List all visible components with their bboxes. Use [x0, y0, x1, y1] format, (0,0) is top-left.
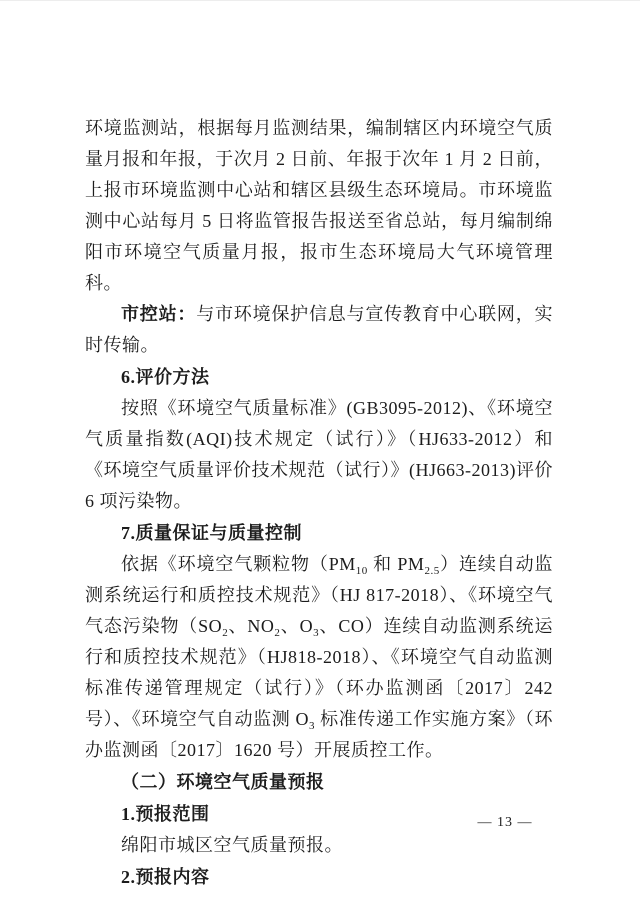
section-heading — [85, 862, 553, 893]
section-heading — [85, 518, 553, 549]
text-run: 、NO — [228, 616, 275, 636]
text-run: ）连续自动监测系统运行和质控技术规范》（HJ 817-2018）、《环境空气气态污染物（SO — [85, 554, 554, 636]
section-heading — [85, 767, 553, 798]
text-run: 绵阳市城区空气质量预报。 — [121, 835, 343, 855]
text-run: 、CO）连续自动监测系统运行和质控技术规范》（HJ818-2018）、《环境空气自动监测标准传递管理规定（试行）》（环办监测函〔2017〕242 号）、《环境空气自动监测 O — [85, 616, 554, 729]
document-body — [85, 113, 553, 893]
bold-text: （二）环境空气质量预报 — [121, 772, 325, 792]
page-number: — 13 — — [477, 815, 533, 830]
paragraph — [85, 549, 553, 766]
bold-text: 2.预报内容 — [121, 867, 210, 887]
subscript-text: 10 — [355, 565, 368, 577]
paragraph — [85, 393, 553, 517]
paragraph — [85, 113, 553, 299]
bold-text: 1.预报范围 — [121, 804, 210, 824]
subscript-text: 2 — [222, 627, 229, 639]
subscript-text: 2 — [274, 627, 281, 639]
paragraph — [85, 299, 553, 361]
text-run: 依据《环境空气颗粒物（PM — [121, 554, 356, 574]
text-run: 环境监测站，根据每月监测结果，编制辖区内环境空气质量月报和年报，于次月 2 日前、年报于次年 1 月 2 日前，上报市环境监测中心站和辖区县级生态环境局。市环境监测中心站每月 5 日将监管报告报送至省总站，每月编制绵阳市环境空气质量月报，报市生态环境局大气环境管理科。 — [85, 118, 553, 293]
text-run: 与市环境保护信息与宣传教育中心联网，实时传输。 — [85, 304, 554, 355]
text-run: 和 PM — [367, 554, 425, 574]
paragraph — [85, 830, 553, 861]
text-run: 标准传递工作实施方案》（环办监测函〔2017〕1620 号）开展质控工作。 — [85, 709, 553, 760]
subscript-text: 3 — [313, 627, 320, 639]
section-heading — [85, 362, 553, 393]
text-run: 、O — [280, 616, 314, 636]
subscript-text: 2.5 — [424, 565, 440, 577]
text-run: 按照《环境空气质量标准》(GB3095-2012)、《环境空气质量指数(AQI)技术规定（试行）》（HJ633-2012）和《环境空气质量评价技术规范（试行）》(HJ663-2013)评价 6 项污染物。 — [85, 398, 553, 511]
bold-text: 7.质量保证与质量控制 — [121, 523, 302, 543]
bold-text: 市控站： — [121, 304, 197, 324]
bold-text: 6.评价方法 — [121, 367, 210, 387]
subscript-text: 3 — [309, 720, 315, 732]
